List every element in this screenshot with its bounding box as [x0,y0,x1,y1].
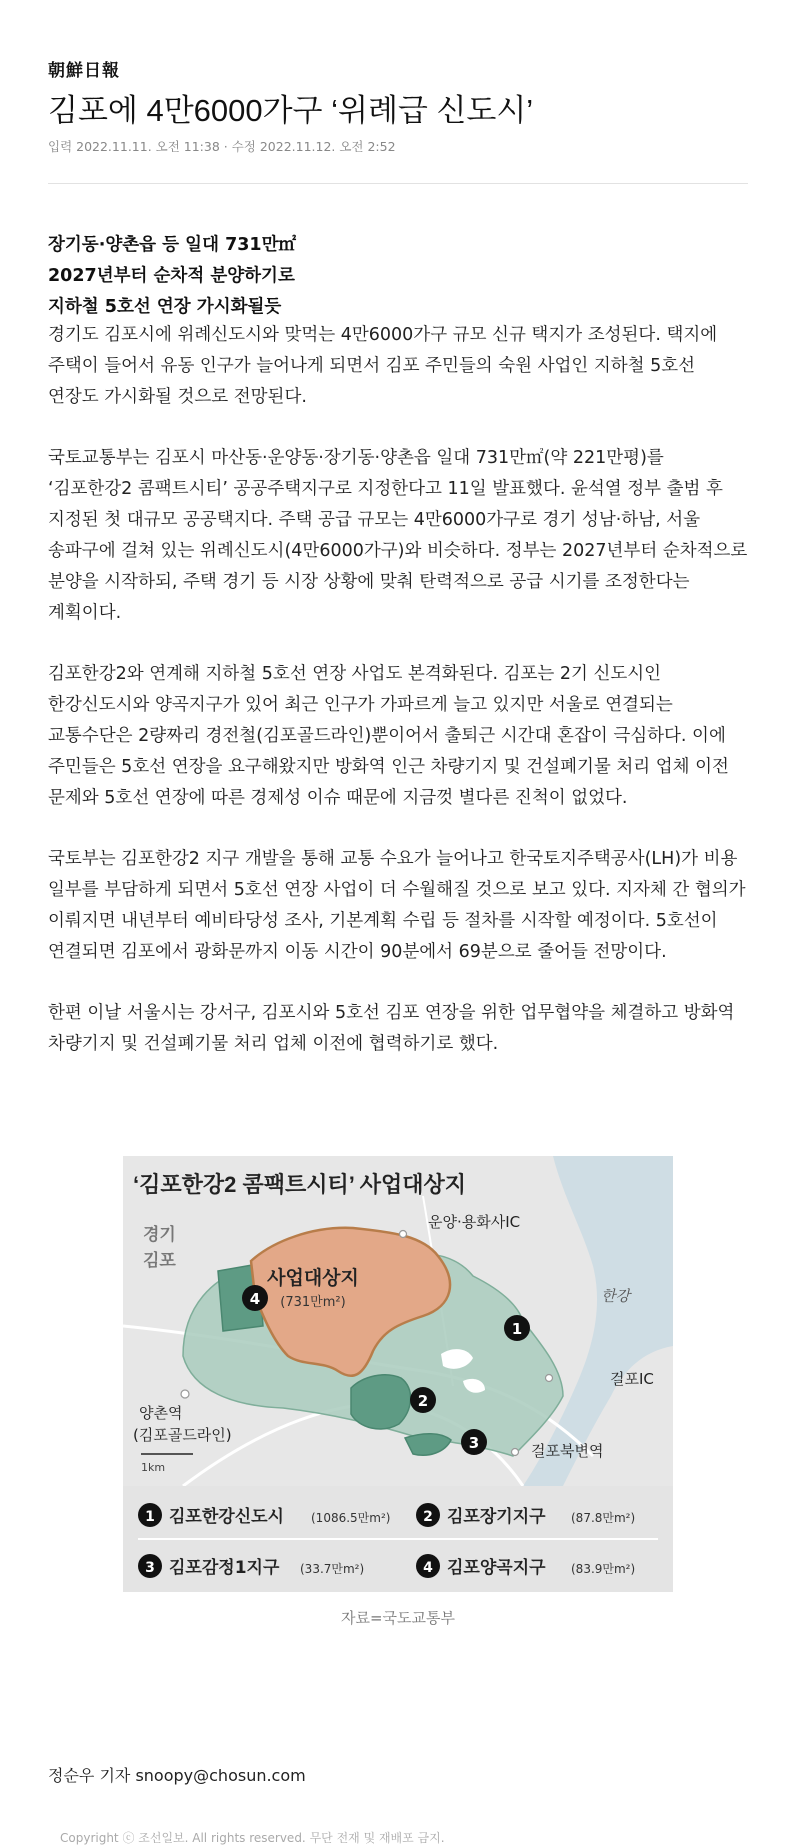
marker-number: 3 [468,1434,480,1452]
place-label: 걸포IC [610,1370,654,1388]
legend-name: 김포감정1지구 [169,1558,280,1578]
paragraph: 한편 이날 서울시는 강서구, 김포시와 5호선 김포 연장을 위한 업무협약을 체결하고 방화역 차량기지 및 건설폐기물 처리 업체 이전에 협력하기로 했다. [48,1003,735,1054]
legend-area: (33.7만m²) [300,1562,365,1576]
map-marker-3 [461,1429,487,1455]
legend-number: 1 [145,1509,155,1525]
map-marker-1 [504,1315,530,1341]
marker-number: 4 [249,1290,261,1308]
map-marker-2 [410,1387,436,1413]
subheading: 장기동·양촌읍 등 일대 731만㎡ [48,235,297,255]
site-map-figure[interactable] [123,1156,673,1592]
paragraph: 국토부는 김포한강2 지구 개발을 통해 교통 수요가 늘어나고 한국토지주택공사(LH)가 비용 일부를 부담하게 되면서 5호선 연장 사업이 더 수월해질 것으로 보고 있다. 지자체 간 협의가 이뤄지면 내년부터 예비타당성 조사, 기본계획 수립 등 절차를 시작할 예정이다. 5호선이 연결되면 김포에서 광화문까지 이동 시간이 90분에서 69분으로 줄어들 전망이다. [48,849,746,962]
copyright-notice: Copyright ⓒ 조선일보. All rights reserved. 무단 전재 및 재배포 금지. [60,1831,445,1845]
publisher-logo[interactable]: 朝鮮日報 [48,61,120,81]
place-label: 운양·용화사IC [428,1213,521,1231]
region-label: 김포 [143,1251,176,1271]
target-label: 사업대상지 [267,1267,359,1289]
article-dates: 입력 2022.11.11. 오전 11:38 · 수정 2022.11.12. 오전 2:52 [48,139,396,154]
river-label: 한강 [601,1287,630,1305]
target-area-label: (731만m²) [280,1295,346,1310]
station-dot [546,1375,553,1382]
legend-name: 김포양곡지구 [447,1558,546,1578]
station-dot [512,1449,519,1456]
figure-caption: 자료=국도교통부 [341,1609,455,1627]
region-label: 경기 [143,1225,176,1245]
paragraph: 경기도 김포시에 위례신도시와 맞먹는 4만6000가구 규모 신규 택지가 조성된다. 택지에 주택이 들어서 유동 인구가 늘어나게 되면서 김포 주민들의 숙원 사업인 지하철 5호선 연장도 가시화될 것으로 전망된다. [48,325,718,407]
station-dot [400,1231,407,1238]
map-title: ‘김포한강2 콤팩트시티’ 사업대상지 [133,1172,466,1197]
station-dot [181,1390,189,1398]
district-janggi [351,1375,411,1429]
paragraph: 국토교통부는 김포시 마산동·운양동·장기동·양촌읍 일대 731만㎡(약 221만평)를 ‘김포한강2 콤팩트시티’ 공공주택지구로 지정한다고 11일 발표했다. 윤석열 정부 출범 후 지정된 첫 대규모 공공택지다. 주택 공급 규모는 4만6000가구로 경기 성남·하남, 서울 송파구에 걸쳐 있는 위례신도시(4만6000가구)와 비슷하다. 정부는 2027년부터 순차적으로 분양을 시작하되, 주택 경기 등 시장 상황에 맞춰 탄력적으로 공급 시기를 조정한다는 계획이다. [48,448,748,623]
place-label: (김포골드라인) [133,1426,232,1444]
legend-number: 3 [145,1560,155,1576]
marker-number: 1 [511,1320,523,1338]
marker-number: 2 [417,1392,429,1410]
reporter-byline[interactable]: 정순우 기자 snoopy@chosun.com [48,1766,306,1785]
place-label: 걸포북변역 [531,1442,604,1460]
legend-area: (1086.5만m²) [311,1511,391,1525]
legend-area: (87.8만m²) [571,1511,636,1525]
subheading: 2027년부터 순차적 분양하기로 [48,266,295,286]
header-divider [48,183,748,184]
subheading: 지하철 5호선 연장 가시화될듯 [48,297,282,317]
place-label: 양촌역 [139,1404,183,1422]
legend-name: 김포한강신도시 [169,1507,284,1527]
article-body [48,320,748,1090]
subheadings [48,230,748,323]
article-title: 김포에 4만6000가구 ‘위례급 신도시’ [48,93,534,128]
site-map [123,1156,673,1592]
legend-number: 2 [423,1509,433,1525]
map-marker-4 [242,1285,268,1311]
scale-label: 1km [141,1461,166,1474]
legend-number: 4 [423,1560,433,1576]
legend-area: (83.9만m²) [571,1562,636,1576]
legend-name: 김포장기지구 [447,1507,546,1527]
paragraph: 김포한강2와 연계해 지하철 5호선 연장 사업도 본격화된다. 김포는 2기 신도시인 한강신도시와 양곡지구가 있어 최근 인구가 가파르게 늘고 있지만 서울로 연결되는 교통수단은 2량짜리 경전철(김포골드라인)뿐이어서 출퇴근 시간대 혼잡이 극심하다. 이에 주민들은 5호선 연장을 요구해왔지만 방화역 인근 차량기지 및 건설폐기물 처리 업체 이전 문제와 5호선 연장에 따른 경제성 이슈 때문에 지금껏 별다른 진척이 없었다. [48,664,729,808]
